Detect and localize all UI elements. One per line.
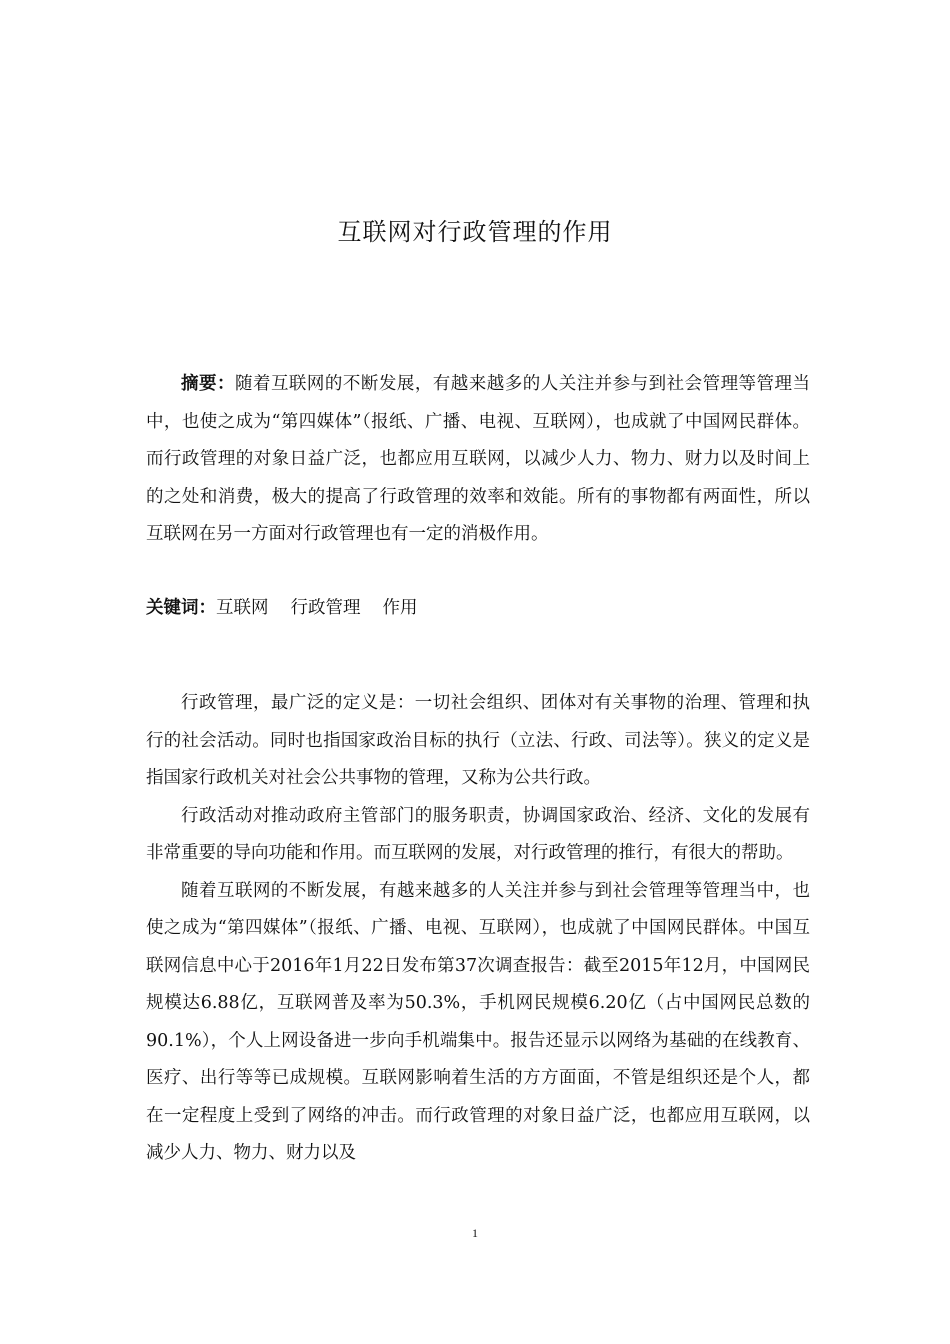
body-text <box>146 685 810 1173</box>
keyword-item: 互联网 <box>216 598 269 618</box>
body-paragraph: 随着互联网的不断发展，有越来越多的人关注并参与到社会管理等管理当中，也使之成为“第四媒体”（报纸、广播、电视、互联网），也成就了中国网民群体。中国互联网信息中心于2016年1月22日发布第37次调查报告：截至2015年12月，中国网民规模达6.88亿，互联网普及率为50.3%，手机网民规模6.20亿（占中国网民总数的90.1%），个人上网设备进一步向手机端集中。报告还显示以网络为基础的在线教育、医疗、出行等等已成规模。互联网影响着生活的方方面面，不管是组织还是个人，都在一定程度上受到了网络的冲击。而行政管理的对象日益广泛，也都应用互联网，以减少人力、物力、财力以及 <box>146 880 810 1163</box>
body-paragraph: 行政管理，最广泛的定义是：一切社会组织、团体对有关事物的治理、管理和执行的社会活动。同时也指国家政治目标的执行（立法、行政、司法等）。狭义的定义是指国家行政机关对社会公共事物的管理，又称为公共行政。 <box>146 693 810 788</box>
keyword-item: 行政管理 <box>290 598 361 618</box>
keywords-label: 关键词： <box>146 598 216 618</box>
page-number: 1 <box>472 1226 478 1240</box>
keyword-item: 作用 <box>382 598 418 618</box>
abstract-paragraph <box>146 366 810 554</box>
document-title: 互联网对行政管理的作用 <box>337 218 613 246</box>
body-paragraph: 行政活动对推动政府主管部门的服务职责，协调国家政治、经济、文化的发展有非常重要的导向功能和作用。而互联网的发展，对行政管理的推行，有很大的帮助。 <box>146 805 810 863</box>
keywords-line <box>146 590 810 628</box>
abstract-text: 随着互联网的不断发展，有越来越多的人关注并参与到社会管理等管理当中，也使之成为“第四媒体”（报纸、广播、电视、互联网），也成就了中国网民群体。而行政管理的对象日益广泛，也都应用互联网，以减少人力、物力、财力以及时间上的之处和消费，极大的提高了行政管理的效率和效能。所有的事物都有两面性，所以互联网在另一方面对行政管理也有一定的消极作用。 <box>146 374 811 544</box>
abstract-label: 摘要： <box>181 374 235 394</box>
abstract-section <box>146 366 810 554</box>
